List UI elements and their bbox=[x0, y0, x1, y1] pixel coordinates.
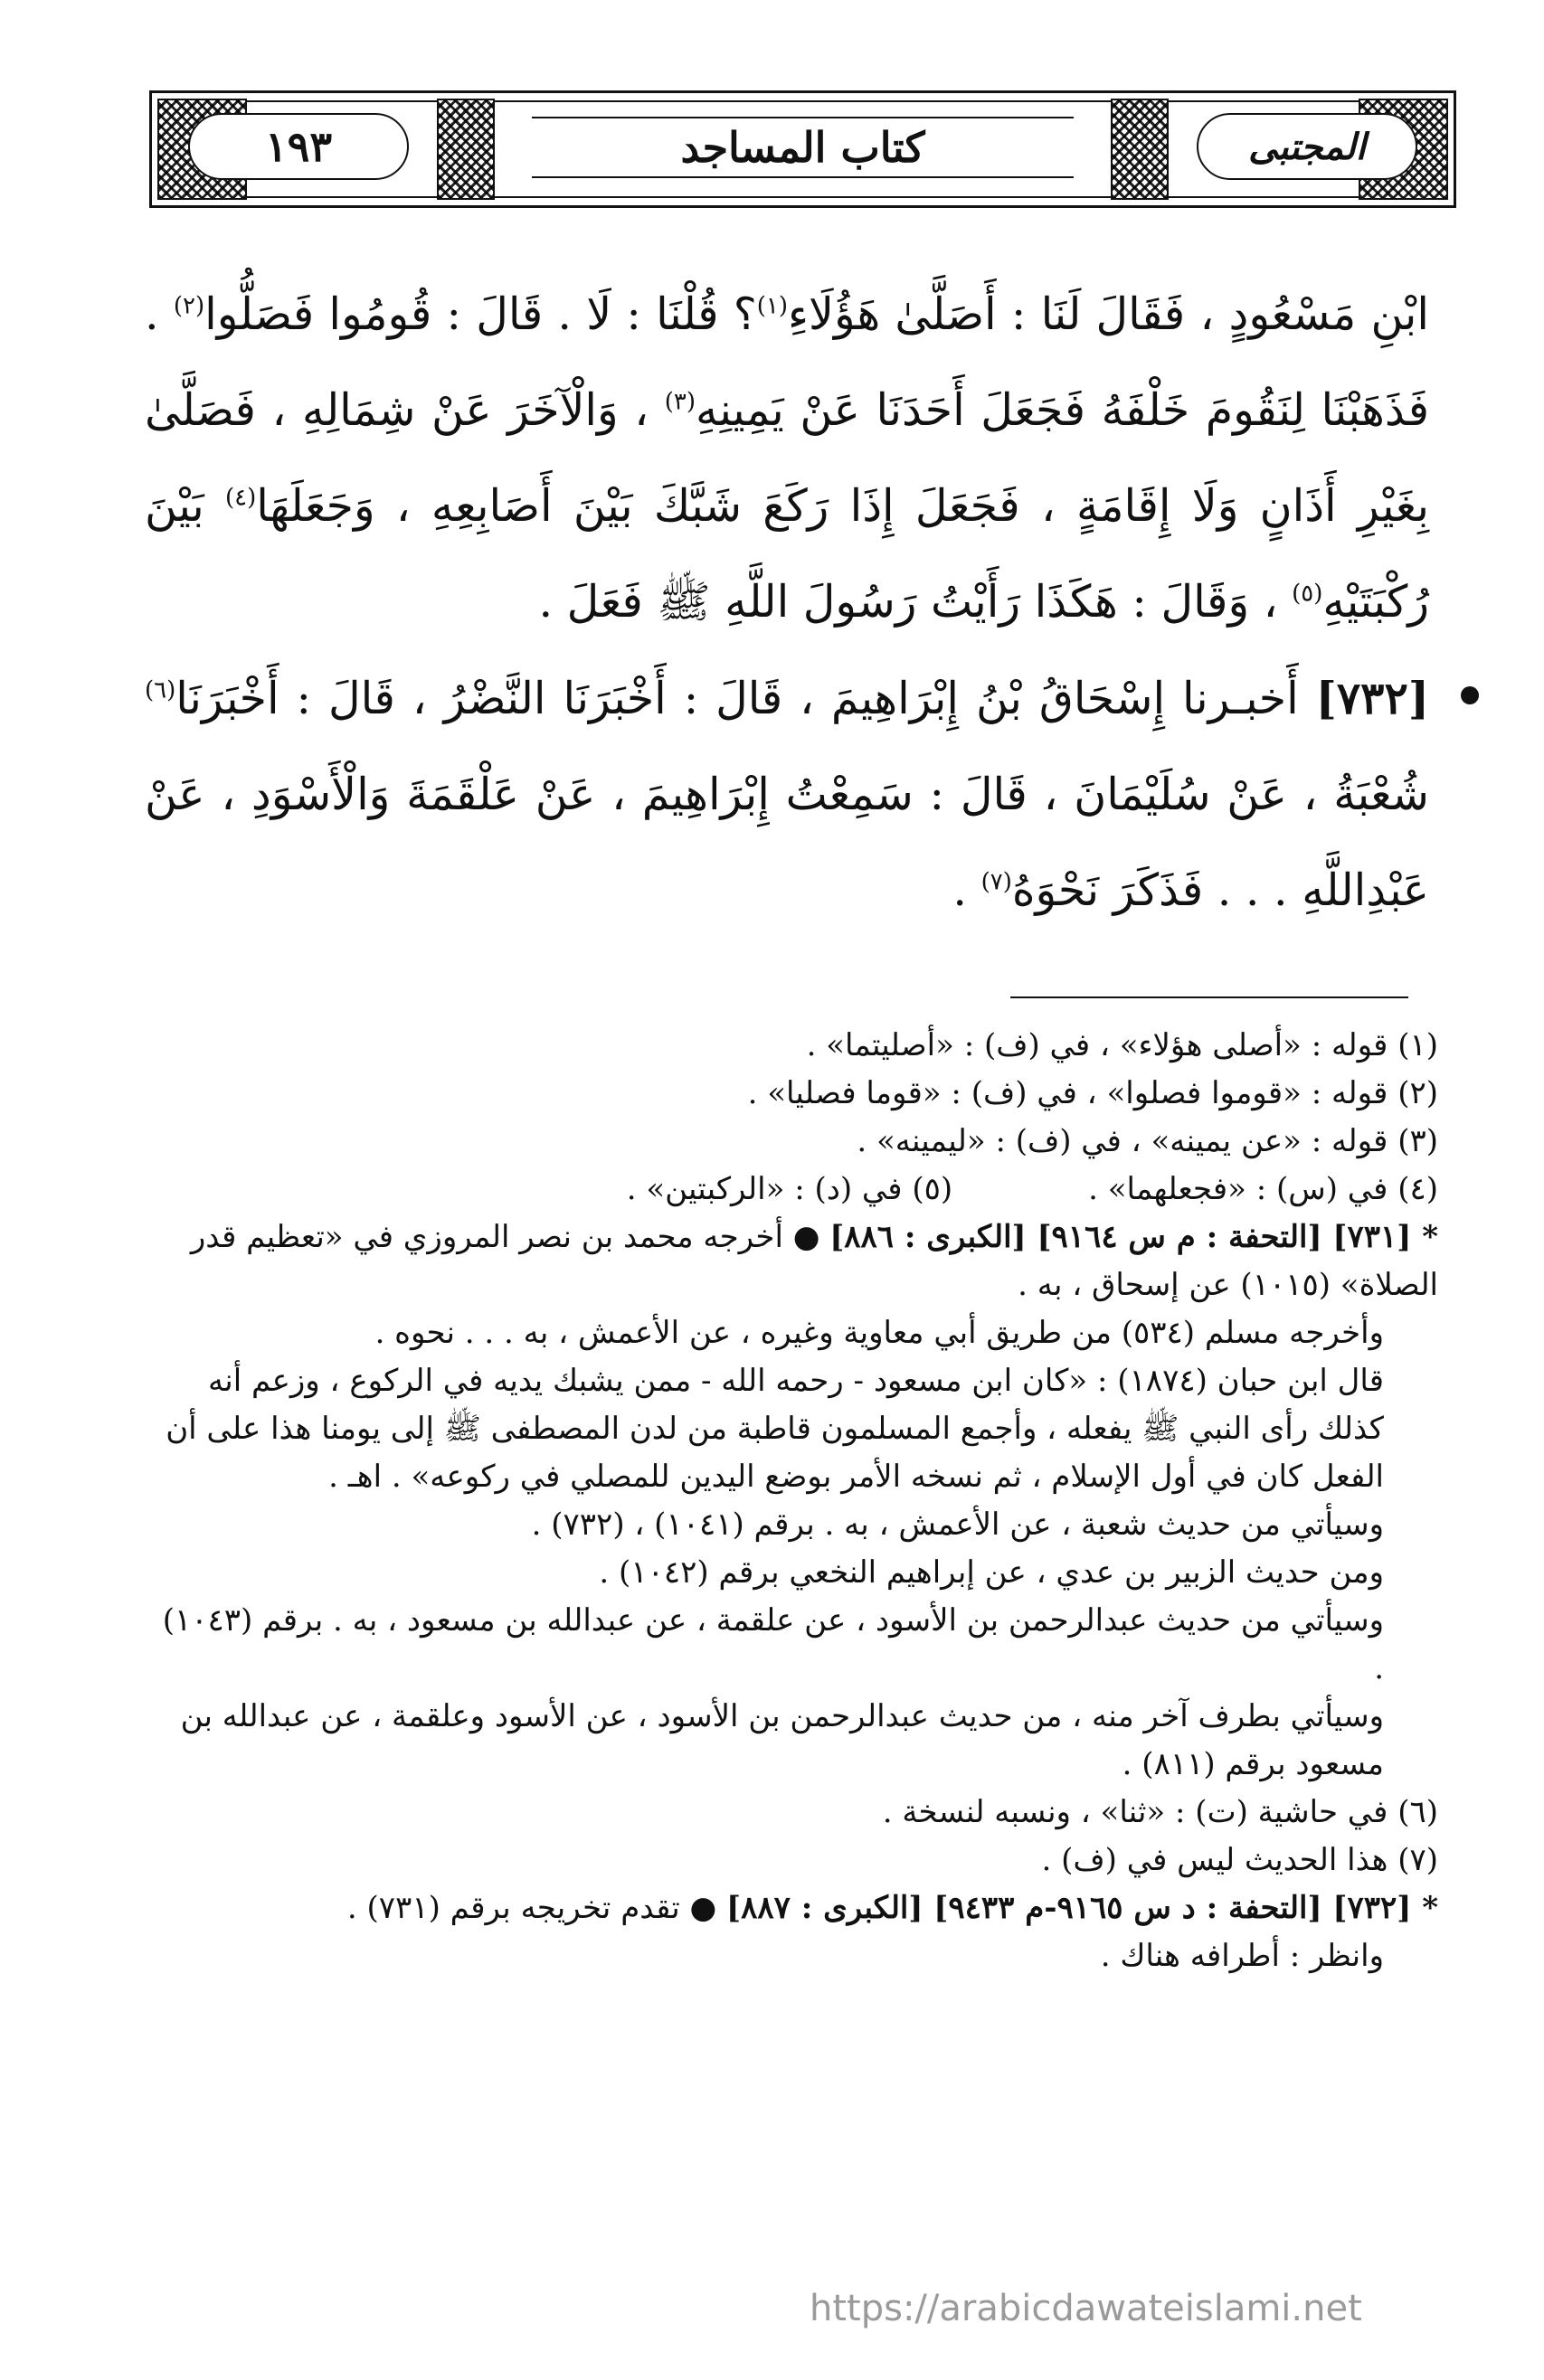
takhrij-731-e: ومن حديث الزبير بن عدي ، عن إبراهيم النخعي برقم (١٠٤٢) . bbox=[599, 1554, 1384, 1591]
footnote-7: (٧) هذا الحديث ليس في (ف) . bbox=[1041, 1842, 1438, 1878]
bullet-dot-icon bbox=[1461, 686, 1479, 704]
text-segment: ؟ قُلْنَا : لَا . قَالَ : قُومُوا فَصَلُّوا bbox=[204, 288, 757, 340]
footnote-ref-6[interactable]: (٦) bbox=[145, 676, 176, 704]
footnote-3: (٣) قوله : «عن يمينه» ، في (ف) : «ليمينه» . bbox=[857, 1123, 1438, 1159]
footnote-6: (٦) في حاشية (ت) : «ثنا» ، ونسبه لنسخة . bbox=[882, 1794, 1438, 1830]
main-text bbox=[145, 267, 1429, 939]
chapter-title: كتاب المساجد bbox=[532, 117, 1074, 178]
text-segment: ابْنِ مَسْعُودٍ ، فَقَالَ لَنَا : أَصَلَّىٰ هَؤُلَاءِ bbox=[788, 288, 1430, 340]
hadith-number: [٧٣٢] bbox=[1315, 672, 1429, 724]
takhrij-732-a: ● تقدم تخريجه برقم (٧٣١) . bbox=[346, 1890, 717, 1926]
footnote-row-4-5 bbox=[145, 1166, 1438, 1214]
text-segment: . bbox=[952, 864, 967, 916]
ornament-mid-right bbox=[1111, 99, 1169, 200]
page-header-frame bbox=[149, 90, 1456, 208]
footnotes bbox=[145, 1022, 1438, 1980]
footnote-ref-5[interactable]: (٥) bbox=[1292, 580, 1323, 608]
takhrij-731-d: وسيأتي من حديث شعبة ، عن الأعمش ، به . برقم (١٠٤١) ، (٧٣٢) . bbox=[531, 1506, 1384, 1543]
text-segment: بَيْنَ رُكْبَتَيْهِ bbox=[145, 480, 1429, 628]
footnote-5: (٥) في (د) : «الركبتين» . bbox=[626, 1171, 953, 1207]
text-segment: أَخبـرنا إِسْحَاقُ بْنُ إِبْرَاهِيمَ ، قَالَ : أَخْبَرَنَا النَّضْرُ ، قَالَ : أَخْبَرَنَا bbox=[175, 673, 1299, 724]
takhrij-731-a: ● أخرجه محمد بن نصر المروزي في «تعظيم قدر الصلاة» (١٠١٥) عن إسحاق ، به . bbox=[190, 1219, 1438, 1303]
text-segment: فَذَهَبْنَا لِنَقُومَ خَلْفَهُ فَجَعَلَ أَحَدَنَا عَنْ يَمِينِهِ bbox=[695, 384, 1430, 436]
text-segment: شُعْبَةُ ، عَنْ سُلَيْمَانَ ، قَالَ : سَمِعْتُ إِبْرَاهِيمَ ، عَنْ عَلْقَمَةَ وَالْأَسْوَدِ ، عَنْ عَبْدِاللَّهِ . . . فَذَكَرَ نَحْوَهُ bbox=[145, 769, 1429, 916]
page-number: ١٩٣ bbox=[188, 113, 409, 180]
footnote-1: (١) قوله : «أصلى هؤلاء» ، في (ف) : «أصليتما» . bbox=[806, 1027, 1438, 1063]
footnote-separator bbox=[1010, 996, 1408, 998]
takhrij-732 bbox=[145, 1884, 1438, 1932]
text-segment: . bbox=[145, 288, 159, 340]
footnote-ref-1[interactable]: (١) bbox=[756, 292, 789, 320]
takhrij-732-head: * [٧٣٢] [التحفة : د س ٩١٦٥-م ٩٤٣٣] [الكبرى : ٨٨٧] bbox=[726, 1890, 1438, 1926]
footnote-ref-7[interactable]: (٧) bbox=[980, 868, 1012, 896]
footnote-2: (٢) قوله : «قوموا فصلوا» ، في (ف) : «قوما فصليا» . bbox=[747, 1075, 1438, 1111]
hadith-732 bbox=[145, 650, 1429, 939]
watermark-url: https://arabicdawateislami.net bbox=[810, 2288, 1362, 2329]
footnote-4: (٤) في (س) : «فجعلهما» . bbox=[1088, 1171, 1438, 1207]
footnote-ref-3[interactable]: (٣) bbox=[664, 388, 696, 416]
text-segment: ، وَقَالَ : هَكَذَا رَأَيْتُ رَسُولَ اللَّهِ ﷺ فَعَلَ . bbox=[538, 576, 1278, 628]
text-segment: ، وَالْآخَرَ عَنْ شِمَالِهِ ، فَصَلَّىٰ بِغَيْرِ أَذَانٍ وَلَا إِقَامَةٍ ، فَجَعَلَ إِذَا رَكَعَ شَبَّكَ بَيْنَ أَصَابِعِهِ ، وَجَعَلَهَا bbox=[145, 384, 1429, 532]
takhrij-731-head: * [٧٣١] [التحفة : م س ٩١٦٤] [الكبرى : ٨٨٦] bbox=[829, 1219, 1438, 1255]
takhrij-731-f: وسيأتي من حديث عبدالرحمن بن الأسود ، عن علقمة ، عن عبدالله بن مسعود ، به . برقم (١٠٤٣) . bbox=[162, 1602, 1384, 1686]
takhrij-731-c: قال ابن حبان (١٨٧٤) : «كان ابن مسعود - رحمه الله - ممن يشبك يديه في الركوع ، وزعم أنه كذلك رأى النبي ﷺ يفعله ، وأجمع المسلمون قاطبة من لدن المصطفى ﷺ إلى يومنا هذا على أن الفعل كان في أول الإسلام ، ثم نسخه الأمر بوضع اليدين للمصلي في ركوعه» . اهـ . bbox=[166, 1363, 1384, 1495]
takhrij-731-b: وأخرجه مسلم (٥٣٤) من طريق أبي معاوية وغيره ، عن الأعمش ، به . . . نحوه . bbox=[374, 1315, 1384, 1351]
footnote-ref-2[interactable]: (٢) bbox=[173, 292, 205, 320]
book-title: المجتبى bbox=[1197, 113, 1417, 180]
takhrij-732-b: وانظر : أطرافه هناك . bbox=[1100, 1938, 1384, 1974]
takhrij-731 bbox=[145, 1214, 1438, 1309]
paragraph-1 bbox=[145, 267, 1429, 650]
takhrij-731-g: وسيأتي بطرف آخر منه ، من حديث عبدالرحمن بن الأسود ، عن الأسود وعلقمة ، عن عبدالله بن مسعود برقم (٨١١) . bbox=[180, 1698, 1384, 1782]
ornament-mid-left bbox=[437, 99, 495, 200]
footnote-ref-4[interactable]: (٤) bbox=[225, 484, 257, 512]
